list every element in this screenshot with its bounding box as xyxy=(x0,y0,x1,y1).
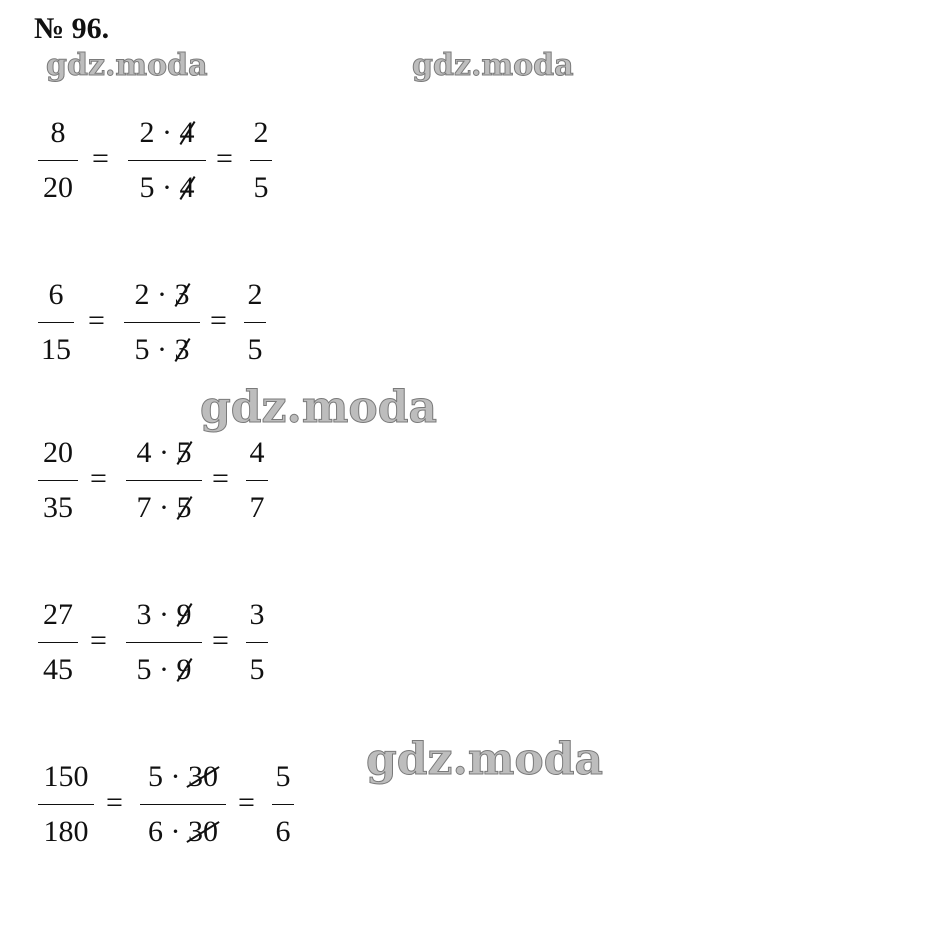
denominator-factor: 5 xyxy=(136,653,152,686)
cancelled-factor: 4 xyxy=(180,165,195,211)
original-fraction xyxy=(38,592,78,693)
fraction-bar xyxy=(250,160,272,161)
equals-sign: = xyxy=(216,142,233,175)
numerator-factor: 4 xyxy=(136,436,152,469)
numerator: 2 xyxy=(253,116,269,149)
fraction-bar xyxy=(38,160,78,161)
fraction-bar xyxy=(246,480,268,481)
factored-fraction: 2 · 3 5 · 3 xyxy=(124,272,200,373)
denominator: 5 xyxy=(249,653,265,686)
denominator: 20 xyxy=(43,171,73,204)
original-fraction xyxy=(38,754,94,855)
cancelled-factor: 5 xyxy=(177,485,192,531)
denominator: 15 xyxy=(41,333,71,366)
equals-sign: = xyxy=(212,624,229,657)
equals-sign: = xyxy=(90,462,107,495)
fraction-bar xyxy=(38,480,78,481)
result-fraction xyxy=(246,430,268,531)
result-fraction xyxy=(244,272,266,373)
numerator: 6 xyxy=(48,278,64,311)
cancelled-factor: 5 xyxy=(177,430,192,476)
equals-sign: = xyxy=(106,786,123,819)
fraction-bar xyxy=(126,642,202,643)
numerator-factor: 3 xyxy=(136,598,152,631)
denominator: 35 xyxy=(43,491,73,524)
original-fraction xyxy=(38,110,78,211)
cancelled-factor: 30 xyxy=(188,754,218,800)
cancelled-factor: 3 xyxy=(175,272,190,318)
watermark: gdz.moda xyxy=(412,48,574,83)
numerator: 3 xyxy=(249,598,265,631)
numerator-factor: 2 xyxy=(134,278,150,311)
fraction-bar xyxy=(140,804,226,805)
cancelled-factor: 9 xyxy=(177,647,192,693)
denominator: 180 xyxy=(43,815,89,848)
equation-row xyxy=(38,110,438,210)
task-number: № 96. xyxy=(34,12,110,45)
numerator: 2 xyxy=(247,278,263,311)
denominator: 5 xyxy=(247,333,263,366)
result-fraction xyxy=(272,754,294,855)
watermark: gdz.moda xyxy=(46,48,208,83)
result-fraction xyxy=(246,592,268,693)
fraction-bar xyxy=(124,322,200,323)
numerator: 20 xyxy=(43,436,73,469)
equation-row xyxy=(38,592,438,692)
numerator-factor: 5 xyxy=(148,760,163,793)
equals-sign: = xyxy=(238,786,255,819)
denominator-factor: 7 xyxy=(136,491,152,524)
numerator: 5 xyxy=(275,760,291,793)
fraction-bar xyxy=(38,322,74,323)
cancelled-factor: 9 xyxy=(177,592,192,638)
denominator: 6 xyxy=(275,815,291,848)
equals-sign: = xyxy=(92,142,109,175)
denominator: 5 xyxy=(253,171,269,204)
equation-row xyxy=(38,754,438,854)
fraction-bar xyxy=(128,160,206,161)
denominator-factor: 5 xyxy=(134,333,150,366)
denominator-factor: 6 xyxy=(148,815,163,848)
factored-fraction: 2 · 4 5 · 4 xyxy=(128,110,206,211)
equals-sign: = xyxy=(212,462,229,495)
denominator: 7 xyxy=(249,491,265,524)
factored-fraction: 5 · 30 6 · 30 xyxy=(140,754,226,855)
equation-row xyxy=(38,272,438,372)
factored-fraction: 4 · 5 7 · 5 xyxy=(126,430,202,531)
watermark: gdz.moda xyxy=(200,382,438,433)
equals-sign: = xyxy=(88,304,105,337)
fraction-bar xyxy=(244,322,266,323)
denominator-factor: 5 xyxy=(139,171,155,204)
equation-row xyxy=(38,430,438,530)
numerator: 8 xyxy=(50,116,66,149)
cancelled-factor: 4 xyxy=(180,110,195,156)
fraction-bar xyxy=(38,642,78,643)
original-fraction xyxy=(38,430,78,531)
numerator: 150 xyxy=(43,760,89,793)
numerator: 4 xyxy=(249,436,265,469)
cancelled-factor: 3 xyxy=(175,327,190,373)
fraction-bar xyxy=(272,804,294,805)
factored-fraction: 3 · 9 5 · 9 xyxy=(126,592,202,693)
result-fraction xyxy=(250,110,272,211)
numerator: 27 xyxy=(43,598,73,631)
equals-sign: = xyxy=(90,624,107,657)
fraction-bar xyxy=(246,642,268,643)
fraction-bar xyxy=(126,480,202,481)
denominator: 45 xyxy=(43,653,73,686)
original-fraction xyxy=(38,272,74,373)
numerator-factor: 2 xyxy=(139,116,155,149)
cancelled-factor: 30 xyxy=(188,809,218,855)
fraction-bar xyxy=(38,804,94,805)
equals-sign: = xyxy=(210,304,227,337)
watermark: gdz.moda xyxy=(366,734,604,785)
